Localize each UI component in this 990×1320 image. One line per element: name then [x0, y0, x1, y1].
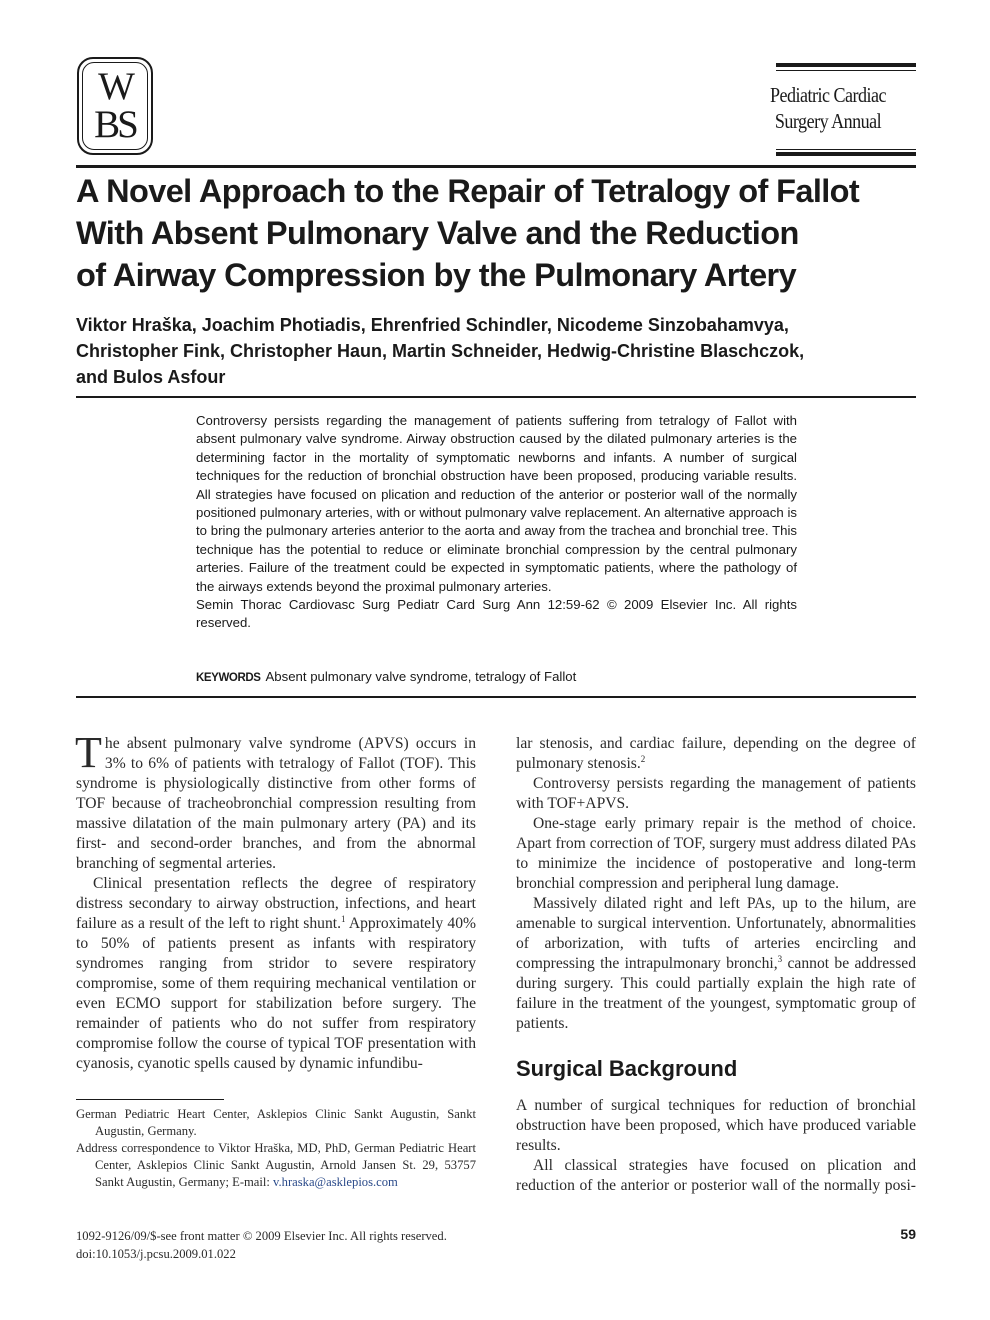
body-paragraph: [76, 874, 476, 1074]
correspondence-text: Address correspondence to Viktor Hraška, MD, PhD, German Pediatric Heart Center, Asklepios Clinic Sankt Augustin, Arnold Jansen St. 29, 53757 Sankt Augustin, Germany; E-mail:: [76, 1141, 476, 1189]
journal-name-line2: Surgery Annual: [774, 109, 882, 133]
journal-rule-top-thin: [776, 70, 916, 71]
body-paragraph: [75, 728, 476, 874]
abstract-rule-bottom: [76, 696, 916, 698]
author-line: Christopher Fink, Christopher Haun, Martin Schneider, Hedwig-Christine Blaschczok,: [76, 341, 805, 361]
keywords: [196, 668, 797, 687]
body-right-column: [516, 734, 916, 1196]
abstract-text: Controversy persists regarding the management of patients suffering from tetralogy of Fallot with absent pulmonary valve syndrome. Airway obstruction caused by the dilated pulmonary arteries is the determining factor in the mortality of symptomatic newborns and infants. A number of surgical techniques for the reduction of bronchial obstruction have been proposed, producing variable results. All strategies have focused on plication and reduction of the anterior or posterior wall of the normally positioned pulmonary arteries, with or without pulmonary valve replacement. An alternative approach is to bring the pulmonary arteries anterior to the aorta and away from the trachea and bronchial tree. This technique has the potential to reduce or eliminate bronchial compression by the central pulmonary arteries. Failure of the treatment could be expected in symptomatic patients, where the pathology of the airways extends beyond the proximal pulmonary arteries.: [196, 413, 797, 594]
abstract: [196, 412, 797, 633]
page-number: 59: [900, 1226, 916, 1242]
email-link[interactable]: v.hraska@asklepios.com: [273, 1175, 398, 1189]
abstract-citation: Semin Thorac Cardiovasc Surg Pediatr Card Surg Ann 12:59-62 © 2009 Elsevier Inc. All rights reserved.: [196, 597, 797, 631]
author-list: [76, 312, 916, 390]
journal-rule-top-thick: [776, 63, 916, 67]
article-title: [76, 170, 916, 296]
body-paragraph: Controversy persists regarding the management of patients with TOF+APVS.: [516, 775, 916, 812]
reference-marker[interactable]: 2: [640, 753, 646, 764]
logo-letters-top: W: [98, 65, 132, 108]
dropcap: T: [75, 728, 102, 777]
footer-issn: 1092-9126/09/$-see front matter © 2009 Elsevier Inc. All rights reserved.: [76, 1229, 447, 1243]
logo-letters-bottom: BS: [94, 103, 136, 146]
footnote-correspondence: [76, 1140, 476, 1191]
paragraph-text: lar stenosis, and cardiac failure, depending on the degree of pulmonary stenosis.: [516, 735, 916, 772]
title-line: A Novel Approach to the Repair of Tetralogy of Fallot: [76, 173, 860, 209]
keywords-text: Absent pulmonary valve syndrome, tetralogy of Fallot: [265, 669, 577, 684]
author-line: Viktor Hraška, Joachim Photiadis, Ehrenfried Schindler, Nicodeme Sinzobahamvya,: [76, 315, 789, 335]
body-paragraph: One-stage early primary repair is the method of choice. Apart from correction of TOF, surgery must address dilated PAs to minimize the incidence of postoperative and long-term bronchial compression and peripheral lung damage.: [516, 815, 916, 892]
title-line: With Absent Pulmonary Valve and the Reduction: [76, 215, 799, 251]
body-left-column: [75, 728, 476, 1074]
footnote-affiliation: German Pediatric Heart Center, Asklepios Clinic Sankt Augustin, Sankt Augustin, Germany.: [76, 1107, 476, 1138]
footer-info: [76, 1227, 447, 1263]
paragraph-text: he absent pulmonary valve syndrome (APVS) occurs in 3% to 6% of patients with tetralogy of Fallot (TOF). This syndrome is physiologically distinctive from other forms of TOF because of tracheobronchial compression resulting from massive dilatation of the main pulmonary artery (PA) and its first- and second-order branches, and from the abnormal branching of segmental arteries.: [76, 735, 476, 872]
paragraph-text: cannot be addressed during surgery. This could partially explain the high rate of failure in the treatment of the youngest, symptomatic group of patients.: [516, 955, 916, 1032]
section-heading: Surgical Background: [516, 1056, 738, 1081]
body-paragraph: All classical strategies have focused on plication and reduction of the anterior or posterior wall of the normally posi-: [516, 1157, 916, 1194]
paragraph-text: Approximately 40% to 50% of patients present as infants with respiratory syndromes ranging from stridor to severe respiratory compromise, some of them requiring mechanical ventilation or even ECMO support for stabilization before surgery. The remainder of patients who do not suffer from respiratory compromise follow the course of typical TOF presentation with cyanosis, cyanotic spells caused by dynamic infundibu-: [76, 915, 476, 1072]
reference-marker[interactable]: 3: [777, 953, 783, 964]
reference-marker[interactable]: 1: [341, 913, 346, 924]
journal-rule-bottom-thick: [776, 152, 916, 156]
title-line: of Airway Compression by the Pulmonary Artery: [76, 257, 797, 293]
journal-name-line1: Pediatric Cardiac: [769, 83, 887, 107]
paragraph-text: Massively dilated right and left PAs, up to the hilum, are amenable to surgical intervention. Unfortunately, abnormalities of arborization, with tufts of arteries encircling and compressing the intrapulmonary bronchi,: [516, 895, 916, 972]
body-paragraph: [516, 734, 916, 774]
author-line: and Bulos Asfour: [76, 367, 226, 387]
header-rule: [76, 165, 916, 168]
body-paragraph: [516, 894, 916, 1034]
body-paragraph: A number of surgical techniques for reduction of bronchial obstruction have been proposed, which have produced variable results.: [516, 1097, 916, 1154]
footer-doi[interactable]: doi:10.1053/j.pcsu.2009.01.022: [76, 1247, 236, 1261]
journal-name: [742, 82, 914, 134]
abstract-rule-top: [76, 396, 916, 398]
keywords-label: KEYWORDS: [196, 672, 261, 684]
footnote-rule: [76, 1099, 224, 1100]
publisher-logo: [77, 57, 153, 155]
footnotes: [76, 1106, 476, 1191]
journal-rule-bottom-thin: [776, 149, 916, 150]
paragraph-text: Clinical presentation reflects the degree of respiratory distress secondary to airway obstruction, infections, and heart failure as a result of the left to right shunt.: [76, 875, 476, 932]
